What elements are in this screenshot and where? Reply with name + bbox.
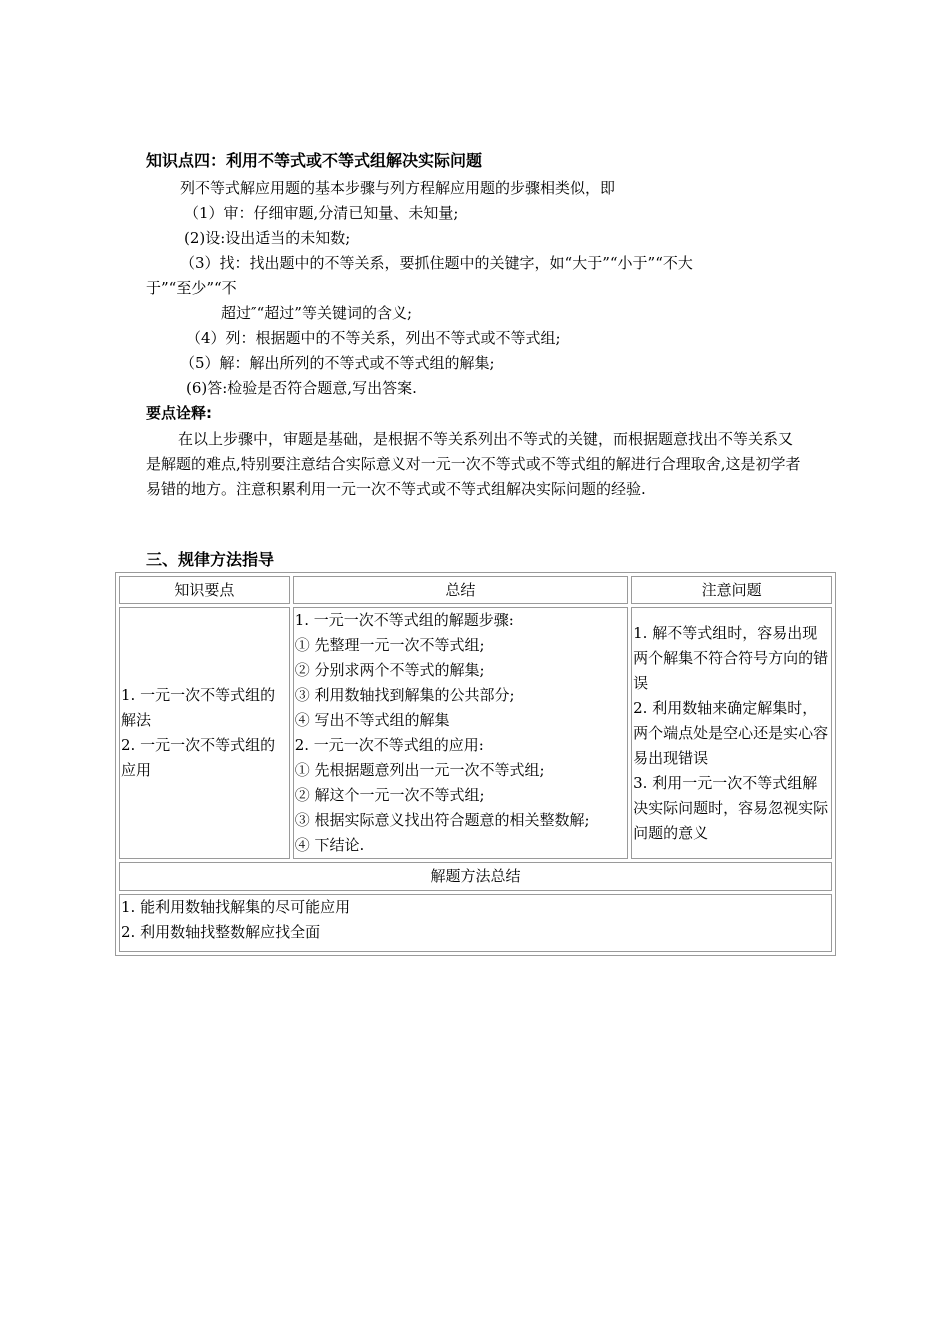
method-cell	[119, 894, 832, 952]
keypoints-paragraph: 在以上步骤中，审题是基础，是根据不等关系列出不等式的关键，而根据题意找出不等关系又是解题的难点,特别要注意结合实际意义对一元一次不等式或不等式组的解进行合理取舍,这是初学者易错的地方。注意积累利用一元一次不等式或不等式组解决实际问题的经验.	[146, 430, 801, 498]
header-knowledge: 知识要点	[119, 576, 290, 604]
notes-cell	[631, 607, 832, 859]
list-item: 2. 一元一次不等式组的应用	[121, 736, 276, 779]
list-item: 2. 利用数轴来确定解集时，两个端点处是空心还是实心容易出现错误	[633, 698, 829, 767]
section-title: 知识点四：利用不等式或不等式组解决实际问题	[146, 151, 483, 170]
list-item: 2. 利用数轴找整数解应找全面	[121, 923, 321, 941]
list-item: ③ 根据实际意义找出符合题意的相关整数解;	[294, 811, 590, 829]
step-3-line-1: （3）找：找出题中的不等关系，要抓住题中的关键字，如“大于”“小于”“不大	[180, 254, 693, 272]
list-item: ① 先根据题意列出一元一次不等式组;	[294, 761, 545, 779]
table-row	[119, 607, 832, 859]
table-row	[119, 894, 832, 952]
step-6: (6)答:检验是否符合题意,写出答案.	[186, 379, 417, 397]
step-5: （5）解：解出所列的不等式或不等式组的解集;	[180, 354, 495, 372]
list-item: 1. 一元一次不等式组的解题步骤:	[294, 611, 514, 629]
list-item: ④ 下结论.	[294, 836, 365, 854]
step-1: （1）审：仔细审题,分清已知量、未知量;	[184, 204, 459, 222]
list-item: 1. 一元一次不等式组的解法	[121, 686, 276, 729]
keypoints-label: 要点诠释:	[146, 404, 212, 422]
summary-cell	[293, 607, 628, 859]
list-item: 2. 一元一次不等式组的应用:	[294, 736, 484, 754]
step-4: （4）列：根据题中的不等关系，列出不等式或不等式组;	[186, 329, 561, 347]
list-item: ④ 写出不等式组的解集	[294, 711, 450, 729]
intro-text: 列不等式解应用题的基本步骤与列方程解应用题的步骤相类似，即	[180, 179, 616, 197]
header-notes: 注意问题	[631, 576, 832, 604]
table-header-row	[119, 576, 832, 604]
list-item: ② 解这个一元一次不等式组;	[294, 786, 485, 804]
step-3-line-3: 超过″“超过”等关键词的含义;	[221, 304, 412, 322]
step-2: (2)设:设出适当的未知数;	[184, 229, 351, 247]
method-header: 解题方法总结	[119, 862, 832, 891]
list-item: 1. 解不等式组时，容易出现两个解集不符合符号方向的错误	[633, 623, 829, 692]
section-3-title: 三、规律方法指导	[146, 550, 275, 569]
list-item: ③ 利用数轴找到解集的公共部分;	[294, 686, 515, 704]
step-3-line-2: 于”“至少”“不	[146, 279, 237, 297]
method-summary-table	[115, 572, 836, 956]
list-item: ① 先整理一元一次不等式组;	[294, 636, 485, 654]
list-item: 3. 利用一元一次不等式组解决实际问题时，容易忽视实际问题的意义	[633, 773, 829, 842]
list-item: 1. 能利用数轴找解集的尽可能应用	[121, 898, 351, 916]
table-row	[119, 862, 832, 891]
header-summary: 总结	[293, 576, 628, 604]
knowledge-cell	[119, 607, 290, 859]
list-item: ② 分别求两个不等式的解集;	[294, 661, 485, 679]
